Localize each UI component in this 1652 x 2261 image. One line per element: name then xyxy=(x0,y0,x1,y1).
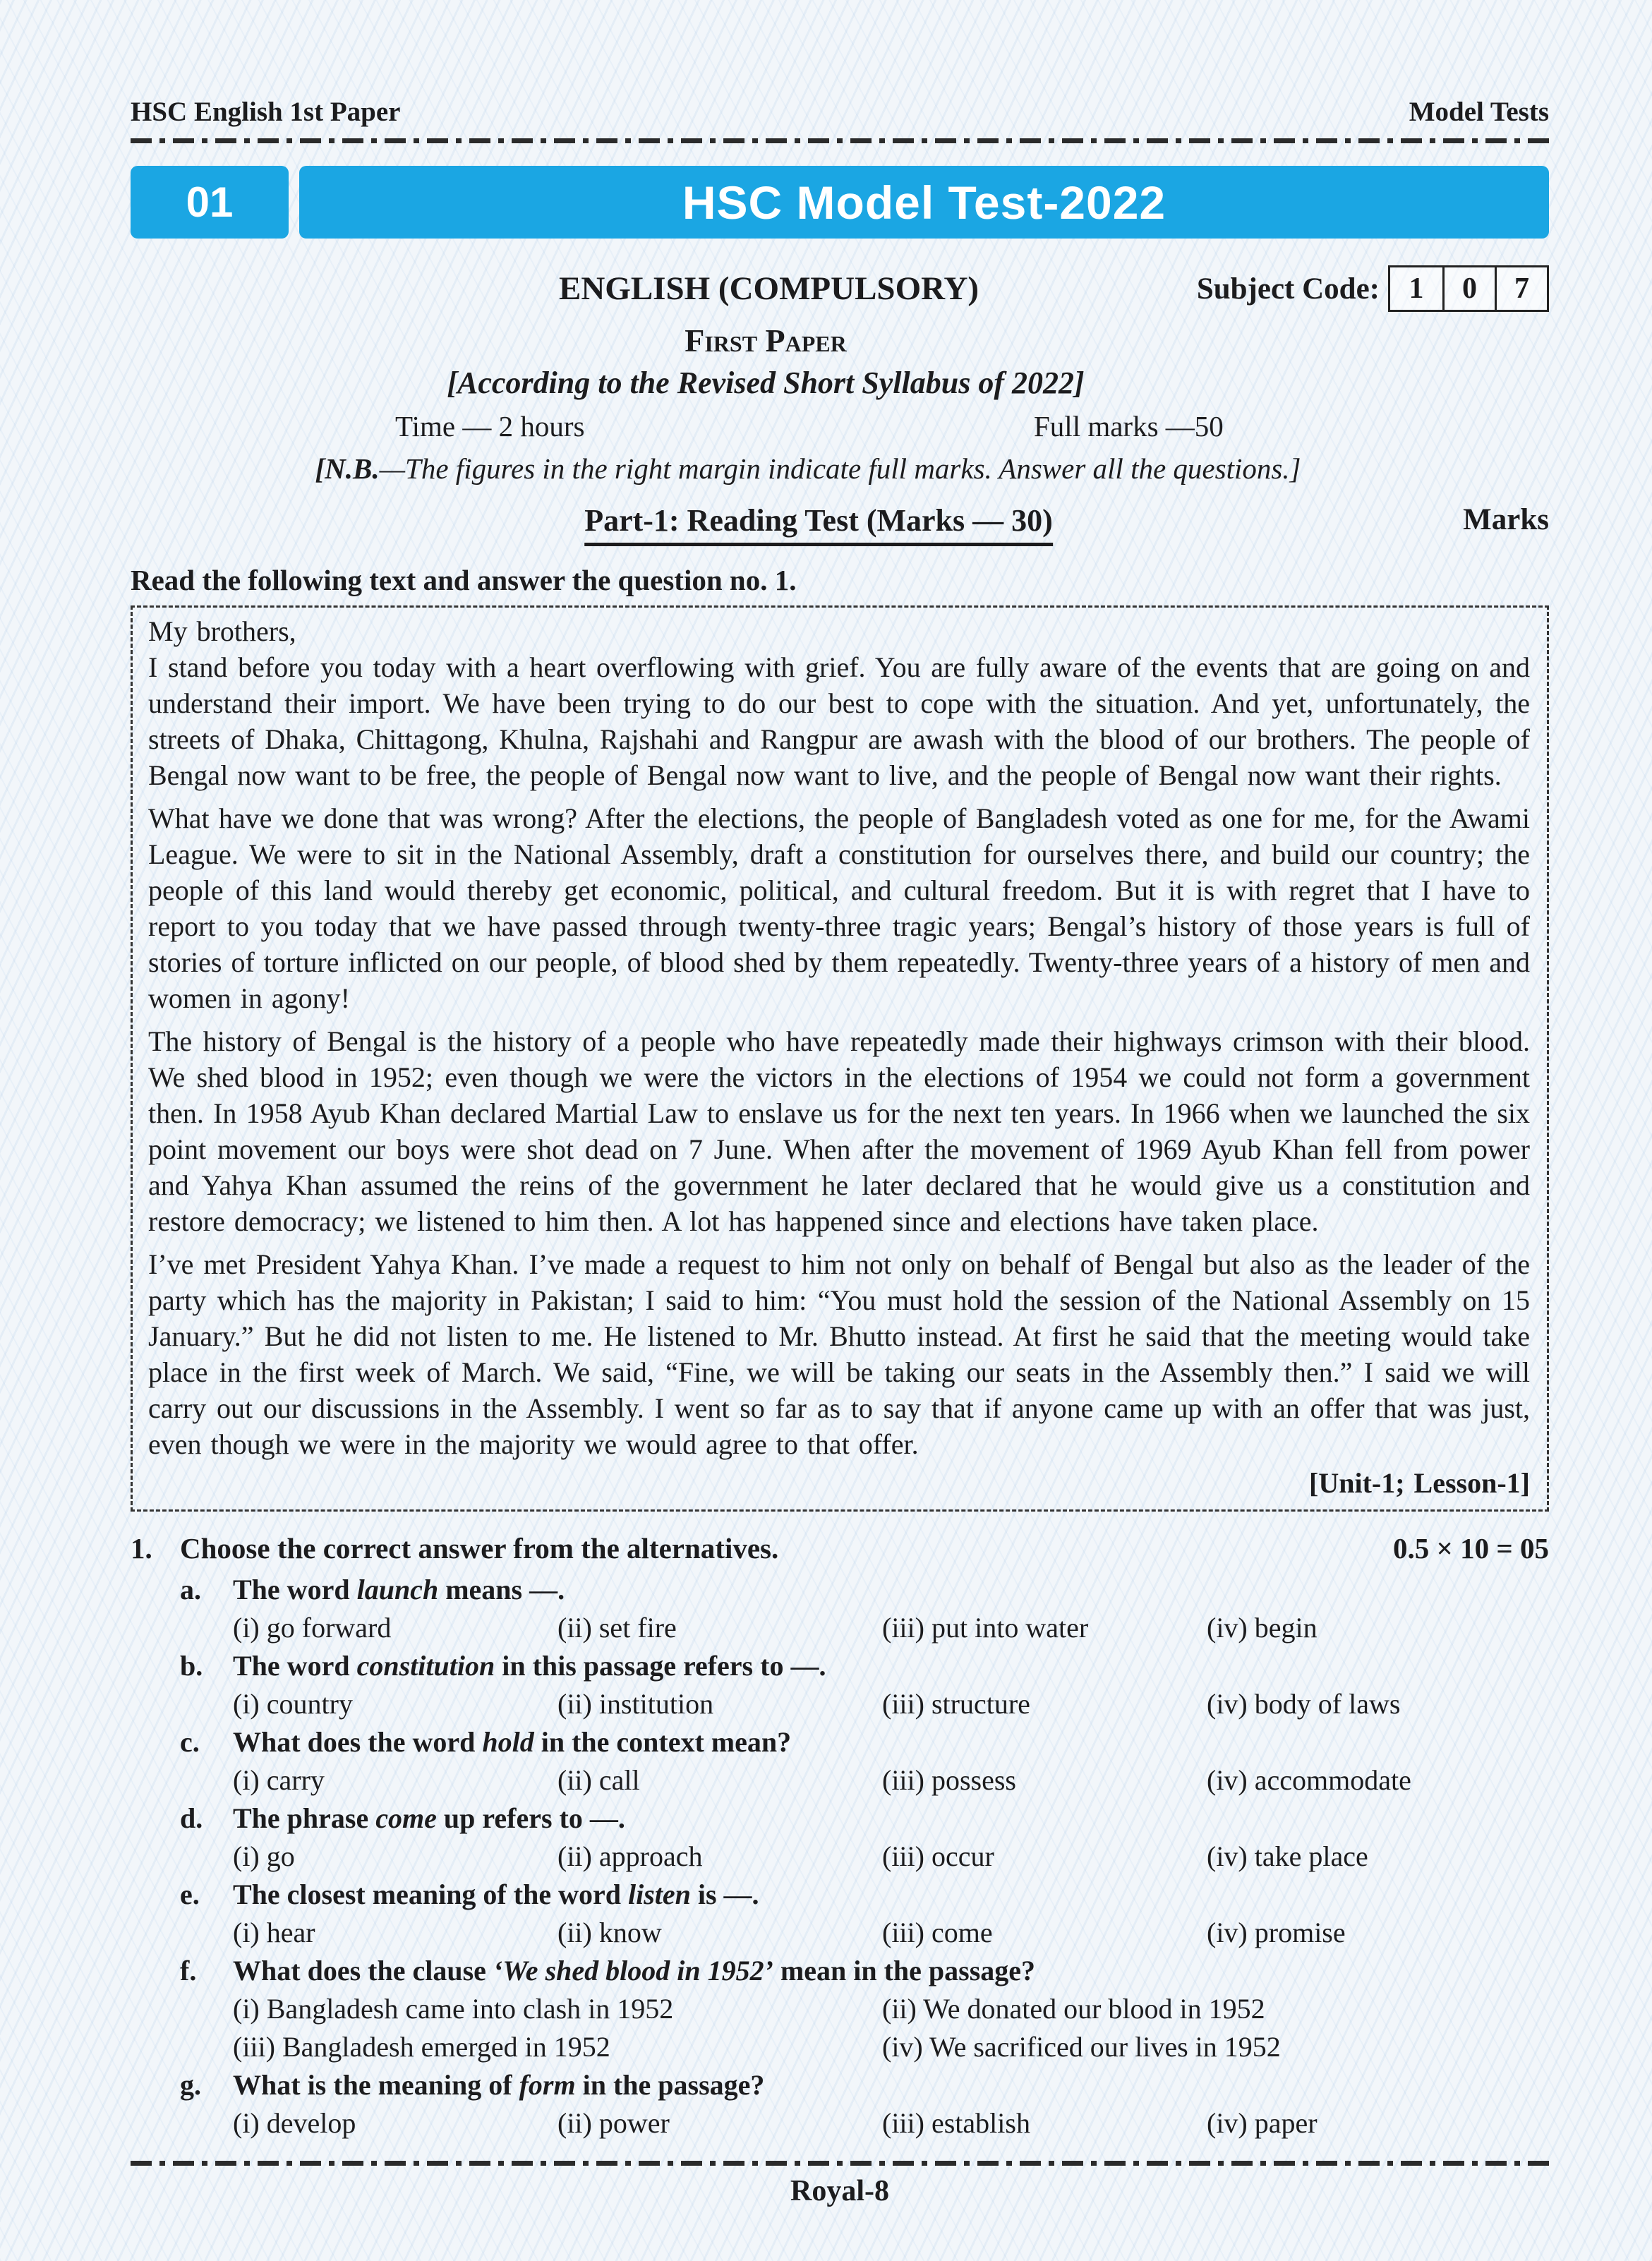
syllabus-note: [According to the Revised Short Syllabus of 2022] xyxy=(447,366,1085,400)
test-title: HSC Model Test-2022 xyxy=(299,166,1549,239)
option: (iii) structure xyxy=(882,1688,1030,1720)
options-row xyxy=(233,1761,1549,1799)
stem-keyword: launch xyxy=(356,1574,439,1605)
options-row xyxy=(233,1609,1549,1647)
item-letter: b. xyxy=(180,1650,203,1682)
options-row xyxy=(233,1838,1549,1876)
stem-text: in this passage refers to —. xyxy=(495,1650,826,1682)
options-row xyxy=(233,1990,1549,2066)
question-1-header xyxy=(131,1531,1549,1571)
option: (iii) occur xyxy=(882,1840,994,1872)
option: (iii) establish xyxy=(882,2107,1030,2139)
header-divider xyxy=(131,138,1549,143)
option: (iv) take place xyxy=(1207,1840,1368,1872)
passage-paragraphs xyxy=(148,649,1530,1462)
mcq-stem-row xyxy=(131,1799,1549,1838)
options-row xyxy=(233,1685,1549,1723)
passage-paragraph: I’ve met President Yahya Khan. I’ve made a request to him not only on behalf of Bengal but also as the leader of the party which has the majority in Pakistan; I said to him: “You must hold the session of the National Assembly on 15 January.” But he did not listen to me. He listened to Mr. Bhutto instead. At first he said that the meeting would take place in the first week of March. We said, “Fine, we will be taking our seats in the Assembly then.” I said we will carry out our discussions in the Assembly. I went so far as to say that if anyone came up with an offer that was just, even though we were in the majority we would agree to that offer. xyxy=(148,1248,1530,1460)
mcq-stem-row xyxy=(131,1952,1549,1990)
mcq-stem-row xyxy=(131,1647,1549,1685)
paper-name: First Paper xyxy=(685,322,847,358)
item-letter: e. xyxy=(180,1879,200,1910)
mcq-item xyxy=(131,2066,1549,2142)
footer-divider xyxy=(131,2161,1549,2166)
option: (ii) institution xyxy=(557,1688,714,1720)
reading-passage-box xyxy=(131,605,1549,1512)
mcq-items xyxy=(131,1571,1549,2142)
mcq-item xyxy=(131,1799,1549,1876)
nb-label: [N.B. xyxy=(315,452,380,485)
stem-text: in the passage? xyxy=(575,2069,765,2101)
mcq-item xyxy=(131,1952,1549,2066)
mcq-item xyxy=(131,1723,1549,1799)
passage-paragraph: What have we done that was wrong? After the elections, the people of Bangladesh voted as one for me, for the Awami League. We were to sit in the National Assembly, draft a constitution for ourselves there, and build our country; the people of this land would thereby get economic, political, and cultural freedom. But it is with regret that I have to report to you today that we have passed through twenty-three tragic years; Bengal’s history of those years is full of stories of torture inflicted on our people, of blood shed by them repeatedly. Twenty-three years of a history of men and women in agony! xyxy=(148,802,1530,1014)
stem-text: What is the meaning of xyxy=(233,2069,519,2101)
question-text: Choose the correct answer from the alternatives. xyxy=(180,1532,779,1564)
question-number: 1. xyxy=(131,1532,152,1564)
full-marks: Full marks —50 xyxy=(1034,410,1224,442)
stem-text: mean in the passage? xyxy=(773,1955,1036,1986)
question-marks: 0.5 × 10 = 05 xyxy=(1393,1532,1549,1564)
item-stem xyxy=(233,1952,1035,1990)
option: (i) country xyxy=(233,1688,353,1720)
mcq-item xyxy=(131,1876,1549,1952)
option: (i) hear xyxy=(233,1917,315,1948)
item-stem xyxy=(233,1723,791,1761)
header-right-title: Model Tests xyxy=(1409,97,1549,127)
item-stem xyxy=(233,1876,759,1914)
option: (ii) We donated our blood in 1952 xyxy=(882,1993,1265,2025)
option: (iii) possess xyxy=(882,1764,1016,1796)
subject-code-boxes xyxy=(1388,265,1549,312)
subject-code-label: Subject Code: xyxy=(1196,272,1380,306)
stem-text: The word xyxy=(233,1650,357,1682)
option: (ii) call xyxy=(557,1764,640,1796)
subject-code-digit: 0 xyxy=(1442,267,1495,310)
option: (iv) begin xyxy=(1207,1612,1318,1644)
stem-text: in the context mean? xyxy=(533,1726,792,1758)
mcq-stem-row xyxy=(131,1723,1549,1761)
item-stem xyxy=(233,1799,625,1838)
passage-source: [Unit-1; Lesson-1] xyxy=(1309,1467,1530,1499)
stem-text: What does the clause xyxy=(233,1955,493,1986)
item-letter: f. xyxy=(180,1955,197,1986)
option: (iv) We sacrificed our lives in 1952 xyxy=(882,2031,1281,2063)
option: (iv) accommodate xyxy=(1207,1764,1411,1796)
item-stem xyxy=(233,2066,764,2104)
options-row xyxy=(233,2104,1549,2142)
item-stem xyxy=(233,1571,565,1609)
mcq-item xyxy=(131,1571,1549,1647)
nb-note xyxy=(99,452,1517,486)
option: (ii) set fire xyxy=(557,1612,677,1644)
stem-text: The word xyxy=(233,1574,357,1605)
option: (ii) power xyxy=(557,2107,670,2139)
part1-heading: Part-1: Reading Test (Marks — 30) xyxy=(584,502,1053,546)
test-banner xyxy=(131,166,1549,239)
passage-paragraph: The history of Bengal is the history of a people who have repeatedly made their highways crimson with their blood. We shed blood in 1952; even though we were the victors in the elections of 1954 we could not form a government then. In 1958 Ayub Khan declared Martial Law to enslave us for the next ten years. In 1966 when we launched the six point movement our boys were shot dead on 7 June. When after the movement of 1969 Ayub Khan fell from power and Yahya Khan assumed the reins of the government he later declared that he would give us a constitution and restore democracy; we listened to him then. A lot has happened since and elections have taken place. xyxy=(148,1025,1530,1237)
item-stem xyxy=(233,1647,826,1685)
option: (i) Bangladesh came into clash in 1952 xyxy=(233,1993,674,2025)
passage-salutation: My brothers, xyxy=(148,615,296,647)
item-letter: a. xyxy=(180,1574,201,1605)
stem-text: The phrase xyxy=(233,1802,376,1834)
option: (iv) paper xyxy=(1207,2107,1318,2139)
nb-text: —The figures in the right margin indicate full marks. Answer all the questions.] xyxy=(379,452,1301,485)
option: (i) develop xyxy=(233,2107,356,2139)
header-left-title: HSC English 1st Paper xyxy=(131,97,401,127)
options-row xyxy=(233,1914,1549,1952)
subject-code xyxy=(1197,265,1549,312)
stem-keyword: hold xyxy=(482,1726,534,1758)
stem-keyword: ‘We shed blood in 1952’ xyxy=(493,1955,773,1986)
subject-name: ENGLISH (COMPULSORY) xyxy=(558,270,979,307)
test-number-badge: 01 xyxy=(131,166,289,239)
passage-paragraph: I stand before you today with a heart overflowing with grief. You are fully aware of the events that are going on and understand their import. We have been trying to do our best to cope with the situation. And yet, unfortunately, the streets of Dhaka, Chittagong, Khulna, Rajshahi and Rangpur are awash with the blood of our brothers. The people of Bengal now want to be free, the people of Bengal now want to live, and the people of Bengal now want their rights. xyxy=(148,651,1530,791)
subject-code-digit: 1 xyxy=(1409,272,1424,305)
mcq-stem-row xyxy=(131,1571,1549,1609)
mcq-stem-row xyxy=(131,1876,1549,1914)
mcq-item xyxy=(131,1647,1549,1723)
time-marks-row xyxy=(131,409,1549,449)
item-letter: d. xyxy=(180,1802,203,1834)
option: (iii) Bangladesh emerged in 1952 xyxy=(233,2031,610,2063)
option: (i) carry xyxy=(233,1764,325,1796)
option: (iii) come xyxy=(882,1917,993,1948)
stem-keyword: listen xyxy=(627,1879,691,1910)
item-letter: c. xyxy=(180,1726,200,1758)
stem-text: means —. xyxy=(438,1574,565,1605)
option: (iv) body of laws xyxy=(1207,1688,1401,1720)
subject-row xyxy=(131,265,1549,319)
option: (iii) put into water xyxy=(882,1612,1089,1644)
option: (iv) promise xyxy=(1207,1917,1346,1948)
part1-heading-row xyxy=(131,502,1549,552)
page-header xyxy=(131,96,1549,128)
stem-keyword: form xyxy=(519,2069,576,2101)
time-allowed: Time — 2 hours xyxy=(395,410,585,442)
option: (ii) approach xyxy=(557,1840,703,1872)
item-letter: g. xyxy=(180,2069,201,2101)
option: (ii) know xyxy=(557,1917,662,1948)
footer-label: Royal-8 xyxy=(790,2175,889,2207)
marks-column-label: Marks xyxy=(1463,503,1549,536)
stem-text: What does the word xyxy=(233,1726,483,1758)
option: (i) go xyxy=(233,1840,295,1872)
stem-keyword: constitution xyxy=(356,1650,495,1682)
mcq-stem-row xyxy=(131,2066,1549,2104)
option: (i) go forward xyxy=(233,1612,392,1644)
reading-instruction: Read the following text and answer the question no. 1. xyxy=(131,564,797,596)
stem-keyword: come xyxy=(375,1802,437,1834)
stem-text: is —. xyxy=(690,1879,759,1910)
subject-code-digit: 7 xyxy=(1495,267,1547,310)
stem-text: The closest meaning of the word xyxy=(233,1879,628,1910)
stem-text: up refers to —. xyxy=(436,1802,625,1834)
